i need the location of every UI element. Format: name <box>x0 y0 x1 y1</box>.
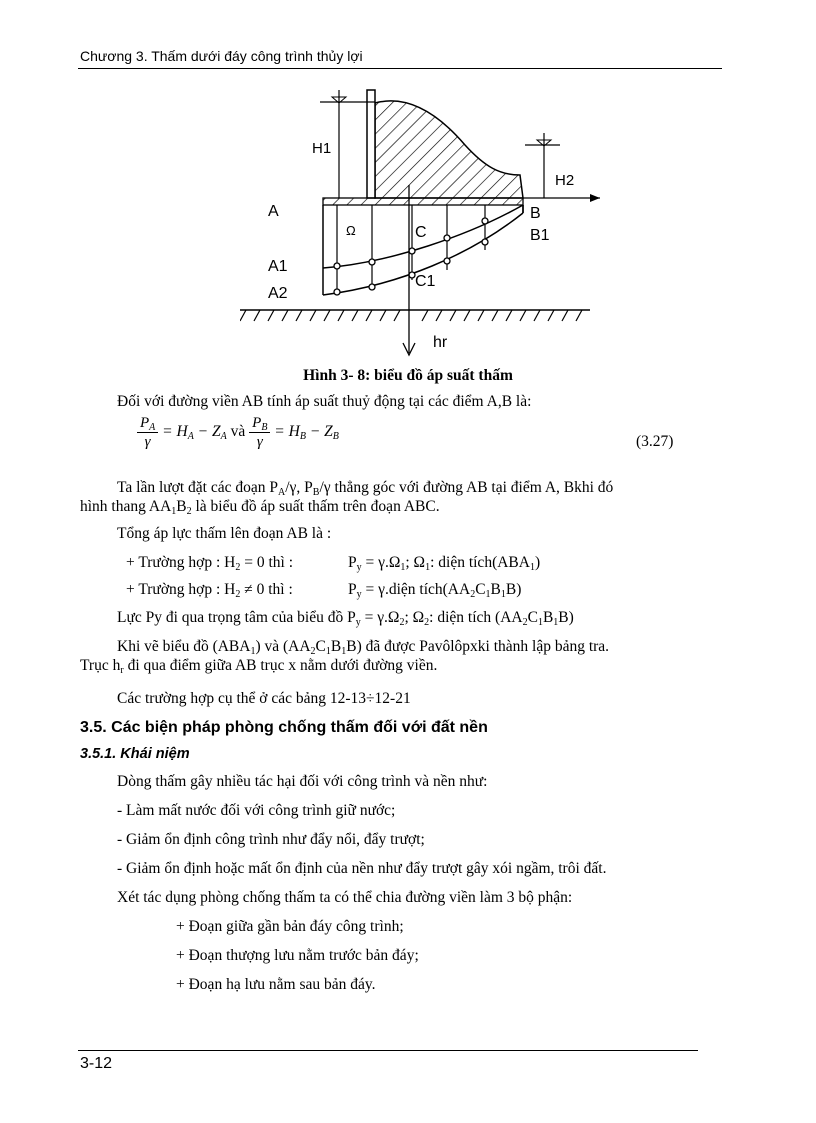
bullet-item: - Giảm ổn định hoặc mất ổn định của nền như đẩy trượt gây xói ngầm, trôi đất. <box>117 860 607 877</box>
bullet-item: - Giảm ổn định công trình như đẩy nổi, đẩy trượt; <box>117 831 425 848</box>
part-item: + Đoạn hạ lưu nằm sau bản đáy. <box>176 976 376 993</box>
case-1-condition: + Trường hợp : $H_2 = 0$ thì : <box>126 554 294 573</box>
label-c1: C1 <box>415 273 436 290</box>
point-marker <box>482 218 488 224</box>
footer-rule <box>78 1050 698 1051</box>
base-slab <box>323 198 523 205</box>
page-number: 3-12 <box>80 1055 113 1072</box>
figure-caption: Hình 3- 8: biểu đồ áp suất thấm <box>303 367 513 384</box>
label-c: C <box>415 224 427 241</box>
point-marker <box>482 239 488 245</box>
paragraph-1: Đối với đường viền AB tính áp suất thuỷ động tại các điểm A,B là: <box>117 393 532 410</box>
point-marker <box>409 248 415 254</box>
paragraph-5-line-1: Khi vẽ biểu đồ $(ABA_1)$ và $(AA_2C_1B_1B)$ đã được Pavôlôpxki thành lập bảng tra. <box>117 638 610 657</box>
point-marker <box>334 289 340 295</box>
label-h2: H2 <box>555 172 575 189</box>
hatched-pressure-area <box>375 101 523 198</box>
bullet-item: - Làm mất nước đối với công trình giữ nước; <box>117 802 396 819</box>
equation-number: (3.27) <box>636 433 674 450</box>
equation-3-27: $\frac{P_A}{\gamma}$ = $H_A - Z_A$ và $\frac{P_B}{\gamma}$ = $H_B - Z_B$ <box>137 414 339 451</box>
label-a: A <box>268 203 279 220</box>
label-omega: Ω <box>346 223 356 238</box>
x-axis-arrow <box>590 194 600 202</box>
paragraph-2-line-1: Ta lần lượt đặt các đoạn $P_A/\gamma$, $P_B/\gamma$ thẳng góc với đường AB tại điểm A, Bkhi đó <box>117 479 614 498</box>
paragraph-5-line-2: Trục $h_r$ đi qua điểm giữa AB trục x nằm dưới đường viền. <box>80 657 438 676</box>
label-a2: A2 <box>268 285 288 302</box>
paragraph-parts: Xét tác dụng phòng chống thấm ta có thể chia đường viền làm 3 bộ phận: <box>117 889 573 906</box>
point-marker <box>444 258 450 264</box>
header-rule <box>78 68 722 69</box>
page-header: Chương 3. Thấm dưới đáy công trình thủy lợi <box>80 48 363 64</box>
point-marker <box>369 259 375 265</box>
paragraph-2-line-2: hình thang $AA_1B_2$ là biểu đồ áp suất thấm trên đoạn ABC. <box>80 498 440 517</box>
label-hr: hr <box>433 334 448 351</box>
label-a1: A1 <box>268 258 288 275</box>
label-h1: H1 <box>312 140 332 157</box>
label-b1: B1 <box>530 227 550 244</box>
pressure-diagram-figure <box>240 85 610 360</box>
fraction-pb-gamma: $\frac{P_B}{\gamma}$ <box>249 414 270 451</box>
case-2-formula: $P_y$ = γ.diện $tích(AA_2C_1B_1B)$ <box>348 581 522 600</box>
sheet-pile <box>367 90 375 198</box>
section-intro: Dòng thấm gây nhiều tác hại đối với công trình và nền như: <box>117 773 488 790</box>
paragraph-6: Các trường hợp cụ thể ở các bảng 12-13÷12-21 <box>117 690 411 707</box>
fraction-pa-gamma: $\frac{P_A}{\gamma}$ <box>137 414 158 451</box>
paragraph-3: Tổng áp lực thấm lên đoạn AB là : <box>117 525 332 542</box>
point-marker <box>334 263 340 269</box>
case-2-condition: + Trường hợp : $H_2 \ne 0$ thì : <box>126 581 293 600</box>
paragraph-4: Lực Py đi qua trọng tâm của biểu đồ $P_y = \gamma.\Omega_2$; $\Omega_2$: diện tích $(AA_2C_1B_1B)$ <box>117 609 574 628</box>
subsection-heading: 3.5.1. Khái niệm <box>80 746 190 762</box>
part-item: + Đoạn giữa gần bản đáy công trình; <box>176 918 404 935</box>
case-1-formula: $P_y = \gamma.\Omega_1$; $\Omega_1$: diện $tích(ABA_1)$ <box>348 554 541 573</box>
point-marker <box>369 284 375 290</box>
label-b: B <box>530 205 541 222</box>
section-heading: 3.5. Các biện pháp phòng chống thấm đối với đất nền <box>80 719 488 736</box>
part-item: + Đoạn thượng lưu nằm trước bản đáy; <box>176 947 419 964</box>
point-marker <box>444 235 450 241</box>
